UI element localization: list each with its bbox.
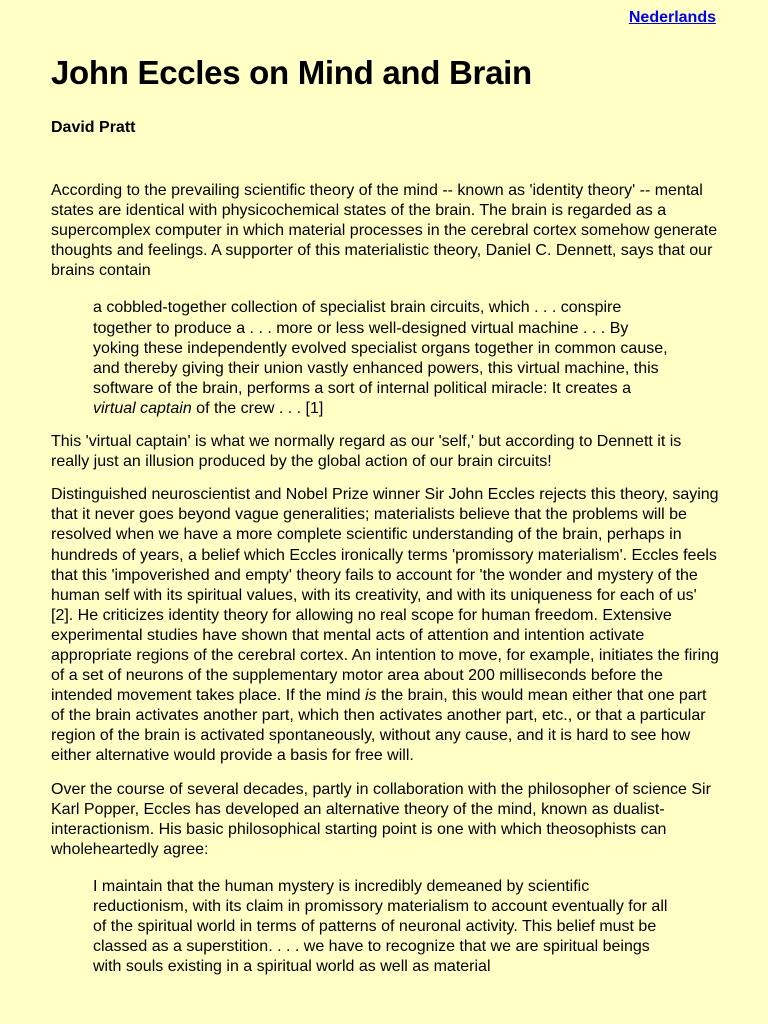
article-body xyxy=(51,181,721,990)
quote-1-text-after: of the crew . . . [1] xyxy=(191,399,324,417)
paragraph-2: This 'virtual captain' is what we normally regard as our 'self,' but according to Dennett it is really just an illusion produced by the global action of our brain circuits! xyxy=(51,433,682,471)
page-title: John Eccles on Mind and Brain xyxy=(51,54,532,91)
paragraph-3 xyxy=(51,485,721,766)
paragraph-3-before: Distinguished neuroscientist and Nobel Prize winner Sir John Eccles rejects this theory, saying that it never goes beyond vague generalities; materialists believe that the problems will be resolved when we have a more complete scientific understanding of the brain, perhaps in hundreds of years, a belief which Eccles ironically terms 'promissory materialism'. Eccles feels that this 'impoverished and empty' theory fails to account for 'the wonder and mystery of the human self with its spiritual values, with its creativity, and with its uniqueness for each of us' [2]. He criticizes identity theory for allowing no real scope for human freedom. Extensive experimental studies have shown that mental acts of attention and intention activate appropriate regions of the cerebral cortex. An intention to move, for example, initiates the firing of a set of neurons of the supplementary motor area about 200 milliseconds before the intended movement takes place. If the mind xyxy=(51,486,719,705)
quote-eccles: I maintain that the human mystery is incredibly demeaned by scientific reductionism, with its claim in promissory materialism to account eventually for all of the spiritual world in terms of patterns of neuronal activity. This belief must be classed as a superstition. . . . we have to recognize that we are spiritual beings with souls existing in a spiritual world as well as material xyxy=(93,877,668,976)
quote-1-emphasis: virtual captain xyxy=(93,399,192,417)
quote-1-text-before: a cobbled-together collection of specialist brain circuits, which . . . conspire together to produce a . . . more or less well-designed virtual machine . . . By yoking these independently evolved specialist organs together in common cause, and thereby giving their union vastly enhanced powers, this virtual machine, this software of the brain, performs a sort of internal political miracle: It creates a xyxy=(93,299,668,397)
language-link-nederlands[interactable]: Nederlands xyxy=(628,9,716,26)
quote-dennett xyxy=(93,298,678,419)
author-name: David Pratt xyxy=(51,119,136,136)
paragraph-3-emphasis: is xyxy=(364,687,377,705)
paragraph-4: Over the course of several decades, partly in collaboration with the philosopher of science Sir Karl Popper, Eccles has developed an alternative theory of the mind, known as dualist-interactionism. His basic philosophical starting point is one with which theosophists can wholeheartedly agree: xyxy=(51,780,711,858)
paragraph-3-after: the brain, this would mean either that one part of the brain activates another part, which then activates another part, etc., or that a particular region of the brain is activated spontaneously, without any cause, and it is hard to see how either alternative would provide a basis for free will. xyxy=(51,687,707,765)
paragraph-1: According to the prevailing scientific theory of the mind -- known as 'identity theory' -- mental states are identical with physicochemical states of the brain. The brain is regarded as a supercomplex computer in which material processes in the cerebral cortex somehow generate thoughts and feelings. A supporter of this materialistic theory, Daniel C. Dennett, says that our brains contain xyxy=(51,182,718,280)
